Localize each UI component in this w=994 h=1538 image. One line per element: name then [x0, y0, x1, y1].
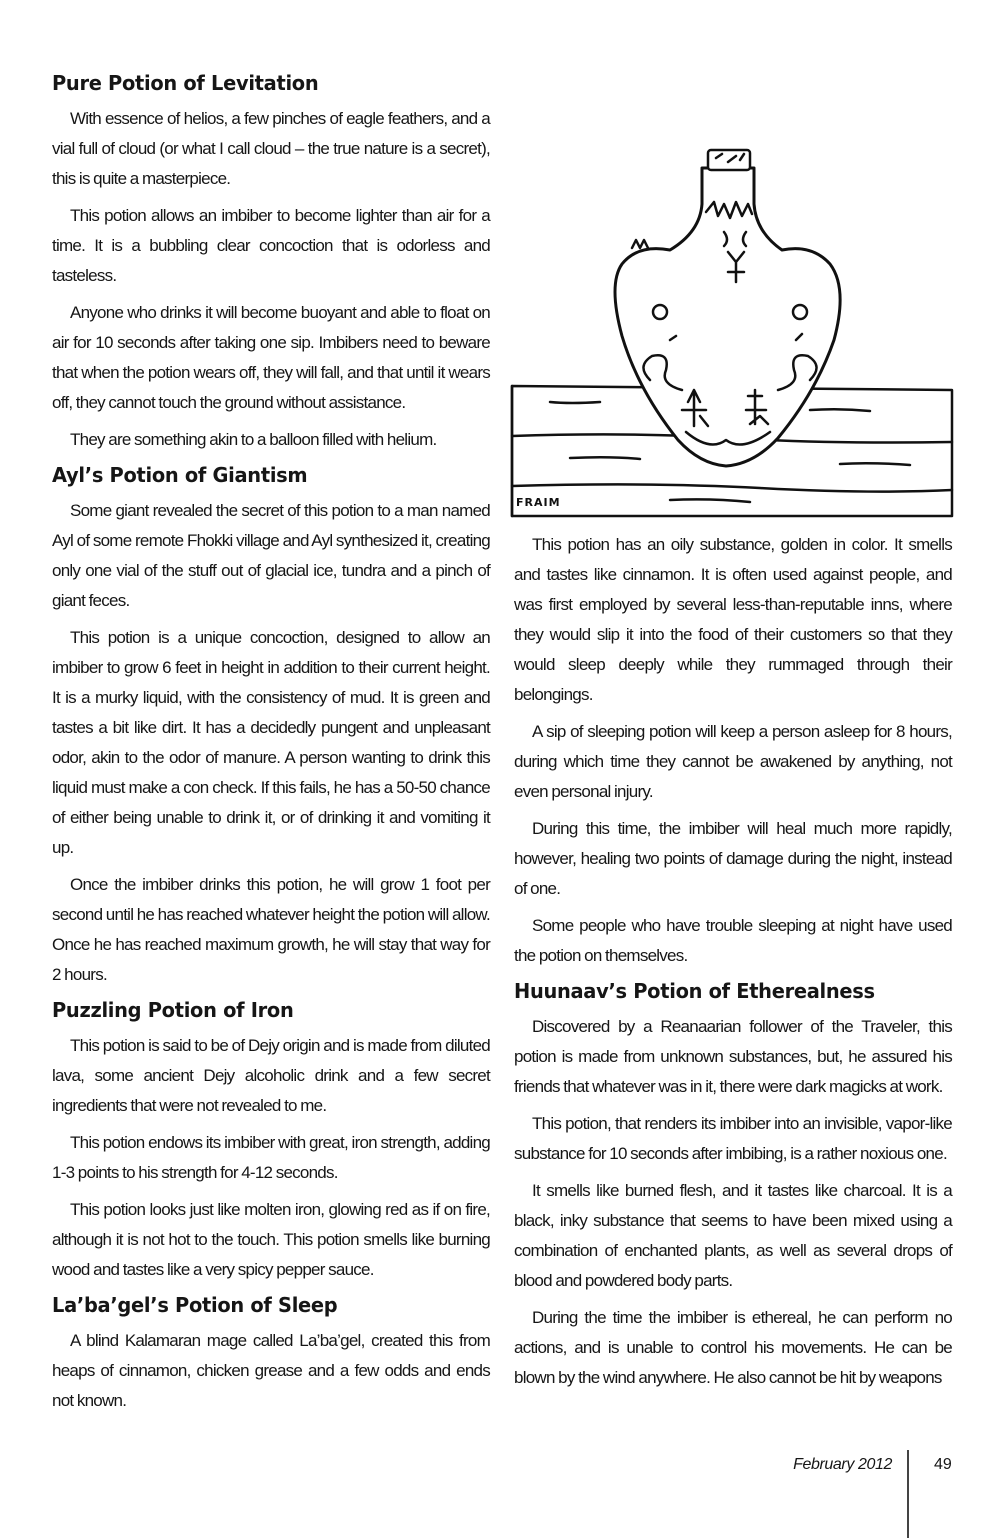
- paragraph: This potion endows its imbiber with great, iron strength, adding 1-3 points to his strength for 4-12 seconds.: [52, 1133, 490, 1182]
- paragraph: Some giant revealed the secret of this potion to a man named Ayl of some remote Fhokki village and Ayl synthesized it, creating only one vial of the stuff out of glacial ice, tundra and a pinch of giant feces.: [52, 501, 490, 610]
- heading-iron: Puzzling Potion of Iron: [52, 998, 294, 1022]
- left-column: [52, 66, 490, 1423]
- paragraph: A sip of sleeping potion will keep a person asleep for 8 hours, during which time they cannot be awakened by anything, not even personal injury.: [514, 722, 952, 801]
- paragraph: Anyone who drinks it will become buoyant and able to float on air for 10 seconds after taking one sip. Imbibers need to beware that when the potion wears off, they will fall, and that until it wears off, they cannot touch the ground without assistance.: [52, 303, 490, 412]
- page-number: 49: [934, 1456, 952, 1473]
- heading-etherealness: Huunaav’s Potion of Etherealness: [514, 979, 875, 1003]
- paragraph: Discovered by a Reanaarian follower of the Traveler, this potion is made from unknown substances, but, he assured his friends that whatever was in it, there were dark magicks at work.: [514, 1017, 952, 1096]
- paragraph: Some people who have trouble sleeping at night have used the potion on themselves.: [514, 916, 952, 965]
- heading-levitation: Pure Potion of Levitation: [52, 71, 319, 95]
- paragraph: This potion is a unique concoction, designed to allow an imbiber to grow 6 feet in height in addition to their current height. It is a murky liquid, with the consistency of mud. It is green and tastes a bit like dirt. It has a decidedly pungent and unpleasant odor, akin to the odor of manure. A person wanting to drink this liquid must make a con check. If this fails, he has a 50-50 chance of either being unable to drink it, or of drinking it and vomiting it up.: [52, 628, 490, 857]
- paragraph: Once the imbiber drinks this potion, he will grow 1 foot per second until he has reached whatever height the potion will allow. Once he has reached maximum growth, he will stay that way for 2 hours.: [52, 875, 490, 984]
- paragraph: During the time the imbiber is ethereal, he can perform no actions, and is unable to control his movements. He can be blown by the wind anywhere. He also cannot be hit by weapons: [514, 1308, 952, 1387]
- right-column: [514, 530, 952, 1400]
- paragraph: This potion is said to be of Dejy origin and is made from diluted lava, some ancient Dejy alcoholic drink and a few secret ingredients that were not revealed to me.: [52, 1036, 490, 1115]
- potion-bottle-illustration: [510, 140, 954, 518]
- paragraph: This potion, that renders its imbiber into an invisible, vapor-like substance for 10 seconds after imbibing, is a rather noxious one.: [514, 1114, 952, 1163]
- paragraph: This potion allows an imbiber to become lighter than air for a time. It is a bubbling clear concoction that is odorless and tasteless.: [52, 206, 490, 285]
- paragraph: This potion has an oily substance, golden in color. It smells and tastes like cinnamon. It is often used against people, and was first employed by several less-than-reputable inns, where they would slip it into the food of their customers so that they would sleep deeply while they rummaged through their belongings.: [514, 535, 952, 704]
- paragraph: With essence of helios, a few pinches of eagle feathers, and a vial full of cloud (or what I call cloud – the true nature is a secret), this is quite a masterpiece.: [52, 109, 490, 188]
- heading-giantism: Ayl’s Potion of Giantism: [52, 463, 308, 487]
- heading-sleep: La’ba’gel’s Potion of Sleep: [52, 1293, 338, 1317]
- footer-divider: [907, 1450, 909, 1538]
- artist-signature: FRAIM: [516, 496, 561, 509]
- paragraph: This potion looks just like molten iron, glowing red as if on fire, although it is not hot to the touch. This potion smells like burning wood and tastes like a very spicy pepper sauce.: [52, 1200, 490, 1279]
- paragraph: They are something akin to a balloon filled with helium.: [70, 430, 437, 449]
- paragraph: During this time, the imbiber will heal much more rapidly, however, healing two points of damage during the night, instead of one.: [514, 819, 952, 898]
- footer-date: February 2012: [793, 1456, 892, 1473]
- paragraph: It smells like burned flesh, and it tastes like charcoal. It is a black, inky substance that seems to have been mixed using a combination of enchanted plants, as well as several drops of blood and powdered body parts.: [514, 1181, 952, 1290]
- paragraph: A blind Kalamaran mage called La’ba’gel, created this from heaps of cinnamon, chicken grease and a few odds and ends not known.: [52, 1331, 490, 1410]
